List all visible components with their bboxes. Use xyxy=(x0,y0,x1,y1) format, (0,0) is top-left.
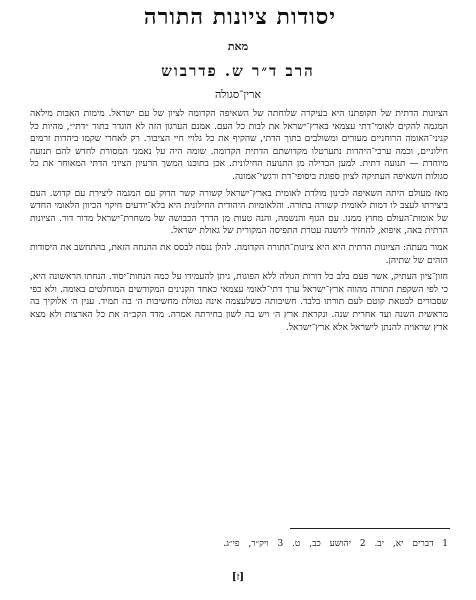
footnote-divider xyxy=(290,528,450,529)
paragraph: חזון־ציון העתיק, אשר פעם בלב כל דורות הגולה ללא הפוגות, ניתן להעמידו על כמה הנחות־יסוד. הנחתו הראשונה היא, כי לפי השקפת התורה מהווה ארץ־ישראל ערך דתי־לאומי עצמאי כאחד הקנינים המקודשים המוחלטים באומה. ולא כפי שסבורים לבטאת קוטם לעם תורתו בלבד. חשיבותה כשלעצמה אינה נטולת מחשיבות ה׳ בה תמיד. ענין ה׳ אלוקיך בה מראשית השנה ועד אחרית שנה. ונקראת ארץ ה׳ ויש בה לשון בחירתה אמרה. מדד הקב״ה את כל הארצות ולא מצא ארץ שראויה להנתן לישראל אלא ארץ־ישראל. xyxy=(30,272,448,333)
byline-label: מאת xyxy=(227,40,249,53)
article-title: יסודות ציונות התורה xyxy=(143,4,337,30)
article-body xyxy=(30,108,448,338)
footnote: 3 ויק״ר, פי״ג. xyxy=(223,539,284,549)
author-location: ארין־סגולה xyxy=(214,88,262,101)
paragraph: הציונות הדתית של תקופתנו היא בעיקרה שלוחתה של השאיפה הקדומה לציון של עם ישראל. מימות האבות מילאה המגמה להקים לאומי־דתי עצמאי בארץ־ישראל את לבות כל העם. אמנם הערגון הזה לא הוגדר בתור ״דתי״, מהיות כל קניני־האומה הרוחניים מעורים ומשולבים בתוך הדתי, שהקיף את כל גלויי חיי הציבור. רק לאחרי שקמו ביהדות זרמים חילוניים, וכמה ערכי־היהדות נתערטלו מקדושתם הדתית הקדומה. שומה היה על נאמני המסורת לחדש להם תנועה מיוחדת — תנועה דתית. למען הבדילה מן התנועה החילונית. אכן בתוכנו המשך הרעיון הציוני הדתי המאוחר את כל סגולות השאיפה העתיקה לציון ספוגת ביסופי־דת ורגשי־אמונה. xyxy=(30,109,448,182)
author-name: הרב ד״ר ש. פדרבוש xyxy=(161,62,315,80)
footnotes xyxy=(30,538,448,549)
paragraph: אמור מעתה: הציונות הדתית היא היא ציונות־התורה הקדומה. להלן ננסה לבסס את ההנחה הזאת, בהתחשב את היסודות הזהים של שתיהן. xyxy=(30,242,448,266)
page-number: [ז] xyxy=(231,572,245,583)
footnote: 1 דברים יא, יב. xyxy=(374,539,448,549)
footnote: 2 יהושע כב, ט. xyxy=(292,539,366,549)
paragraph: מאז מעולם היתה השאיפה לכינון מולדת לאומית בארץ־ישראל קשורה קשר הדוק עם המגמה ליצירת עם קדוש. העם ביצירתו לעצב לו דמות לאומית קשורה בתורה. והלאומיות היהודית החילונית היא בלא־יודעים חיקוי הכיוון הלאומי החדש של אומות־העולם מחוץ ממנו. עם הגוף והנשמה, והנה טעות מן הדרך הכבושה של משחרת־ישראל מדור דור. הציונות הדתית באה, איפוא, להחזיר ליושנה עטרת התפיסה המקורית של גאולת ישראל. xyxy=(30,188,448,237)
